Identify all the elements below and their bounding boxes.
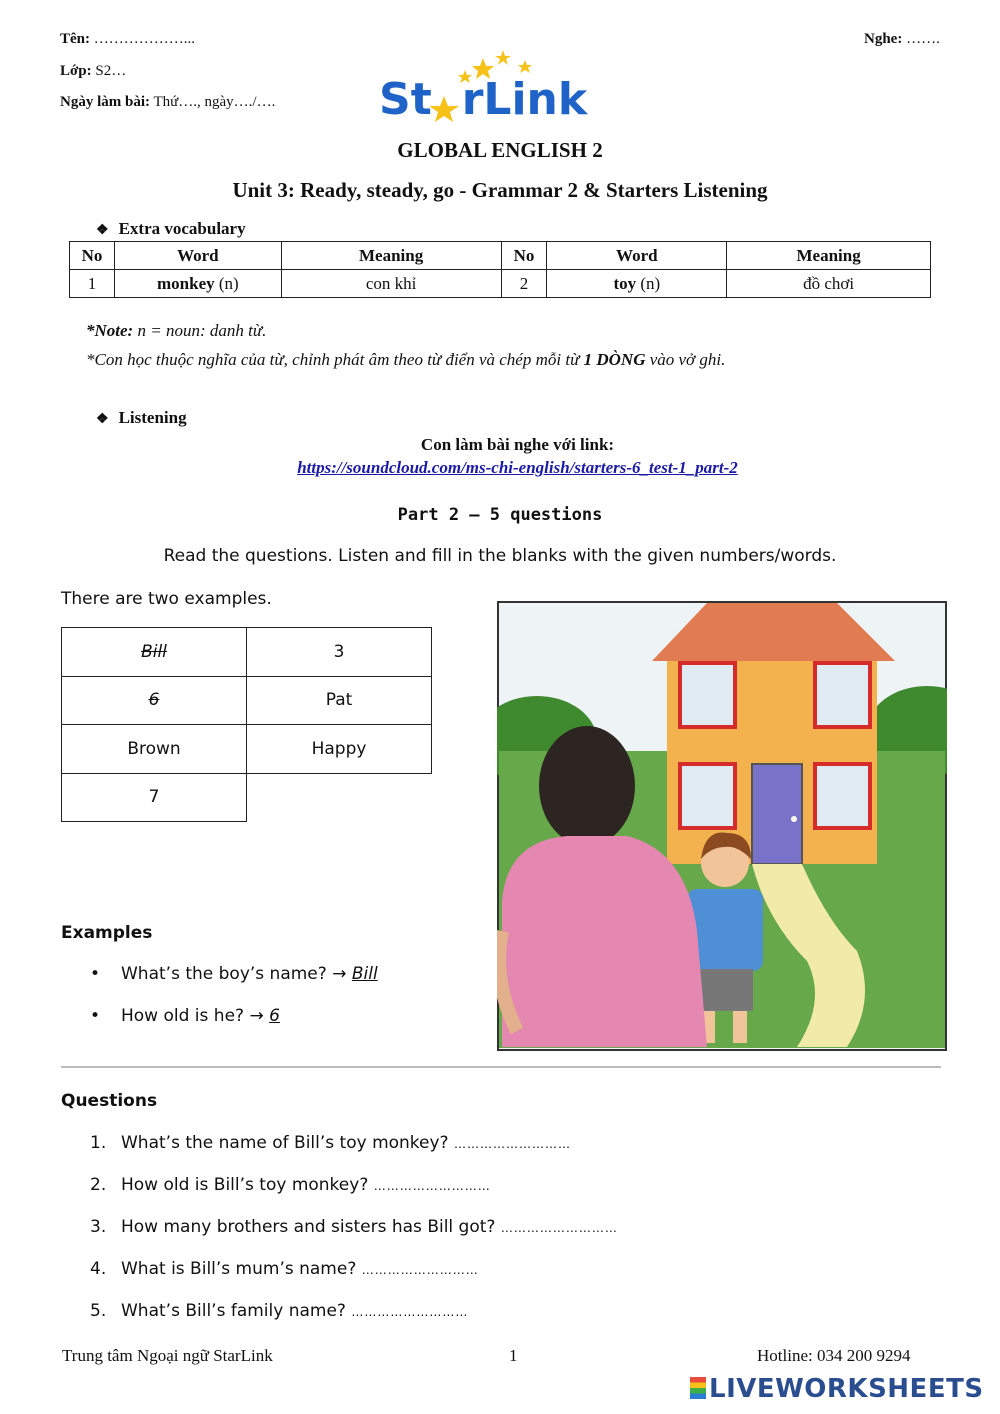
name-field (60, 31, 195, 48)
examples-note: There are two examples. (61, 589, 272, 609)
example-word: Bill (141, 641, 167, 662)
listening-instruction: Con làm bài nghe với link: (420, 435, 615, 454)
vocab-header-row (70, 242, 931, 270)
word-box-cell: Happy (247, 725, 432, 774)
listening-heading-text: Listening (118, 408, 187, 427)
question-number: 4. (90, 1259, 107, 1279)
vocab-table (69, 241, 931, 298)
vocab-word-text: toy (613, 273, 637, 293)
liveworksheets-logo (690, 1374, 984, 1404)
question-text: How old is Bill’s toy monkey? (121, 1175, 369, 1195)
page-number: 1 (509, 1346, 518, 1365)
col-header: Word (114, 242, 281, 270)
vocab-no: 1 (70, 270, 115, 298)
example-item (90, 964, 378, 984)
bullet-icon: • (90, 1006, 101, 1026)
example-question: What’s the boy’s name? → (121, 964, 352, 984)
footer-center-name: Trung tâm Ngoại ngữ StarLink (62, 1346, 273, 1365)
date-field (60, 94, 275, 111)
note-label: *Note: (86, 321, 134, 340)
vocab-heading (96, 219, 246, 239)
answer-blank[interactable]: ……………………… (351, 1305, 469, 1319)
question-text: What’s the name of Bill’s toy monkey? (121, 1133, 449, 1153)
question-item (90, 1301, 468, 1321)
word-box-cell (62, 628, 247, 677)
question-item (90, 1133, 571, 1153)
answer-blank[interactable]: ……………………… (361, 1263, 479, 1277)
answer-blank[interactable]: ……………………… (454, 1137, 571, 1151)
question-text: What is Bill’s mum’s name? (121, 1259, 357, 1279)
vocab-pos: (n) (640, 273, 661, 293)
word-box-cell: Pat (247, 676, 432, 725)
question-item (90, 1175, 491, 1195)
class-field (60, 63, 126, 80)
col-header: Word (547, 242, 727, 270)
example-item (90, 1006, 280, 1026)
question-number: 3. (90, 1217, 107, 1237)
unit-title: Unit 3: Ready, steady, go - Grammar 2 & Starters Listening (232, 178, 768, 202)
question-text: What’s Bill’s family name? (121, 1301, 346, 1321)
word-box-row (62, 628, 432, 677)
note-emphasis: 1 DÒNG (583, 350, 646, 369)
examples-label: Examples (61, 923, 153, 943)
part-instruction: Read the questions. Listen and fill in the blanks with the given numbers/words. (163, 546, 837, 566)
col-header: Meaning (281, 242, 501, 270)
vocab-word-text: monkey (157, 273, 215, 293)
listen-score-field (864, 31, 940, 48)
soundcloud-link[interactable]: https://soundcloud.com/ms-chi-english/starters-6_test-1_part-2 (297, 458, 738, 477)
starlink-logo (375, 48, 625, 128)
course-title: GLOBAL ENGLISH 2 (397, 138, 603, 162)
word-box-cell (62, 676, 247, 725)
liveworksheets-icon (690, 1377, 706, 1399)
question-item (90, 1259, 479, 1279)
question-text: How many brothers and sisters has Bill got? (121, 1217, 496, 1237)
question-item (90, 1217, 618, 1237)
vocab-heading-text: Extra vocabulary (118, 219, 246, 238)
col-header: Meaning (727, 242, 931, 270)
word-box-row (62, 725, 432, 774)
example-answer: 6 (269, 1006, 280, 1026)
part-title: Part 2 – 5 questions (397, 505, 603, 525)
word-box-cell: 7 (62, 773, 247, 822)
word-box-cell: Brown (62, 725, 247, 774)
vocab-pos: (n) (218, 273, 239, 293)
vocab-no: 2 (501, 270, 547, 298)
word-box-row (62, 676, 432, 725)
question-number: 5. (90, 1301, 107, 1321)
col-header: No (501, 242, 547, 270)
liveworksheets-text: LIVEWORKSHEETS (709, 1374, 984, 1404)
note-line-1 (86, 321, 266, 341)
date-label: Ngày làm bài: (60, 94, 150, 110)
example-answer: Bill (351, 964, 378, 984)
name-value: ………………... (93, 31, 195, 47)
word-box (61, 627, 432, 822)
listen-label: Nghe: (864, 31, 903, 47)
question-number: 1. (90, 1133, 107, 1153)
listening-link-wrap (0, 458, 1000, 478)
answer-blank[interactable]: ……………………… (373, 1179, 491, 1193)
section-divider (61, 1066, 941, 1068)
date-value: Thứ…., ngày…./…. (153, 94, 276, 110)
col-header: No (70, 242, 115, 270)
listening-heading (96, 408, 187, 428)
class-label: Lớp: (60, 63, 92, 79)
diamond-bullet-icon: ❖ (96, 223, 109, 238)
illustration-mother-and-boy (497, 601, 947, 1051)
class-value: S2… (95, 63, 127, 79)
note-text: vào vở ghi. (645, 350, 726, 369)
example-question: How old is he? → (121, 1006, 270, 1026)
vocab-row (70, 270, 931, 298)
answer-blank[interactable]: ……………………… (500, 1221, 618, 1235)
footer-hotline: Hotline: 034 200 9294 (757, 1346, 911, 1365)
bullet-icon: • (90, 964, 101, 984)
note-text: *Con học thuộc nghĩa của từ, chỉnh phát âm theo từ điển và chép mỗi từ (86, 350, 584, 369)
question-number: 2. (90, 1175, 107, 1195)
diamond-bullet-icon: ❖ (96, 412, 109, 427)
example-word: 6 (148, 690, 160, 711)
note-line-2 (86, 350, 725, 370)
note-text: n = noun: danh từ. (133, 321, 267, 340)
vocab-meaning: đồ chơi (727, 270, 931, 298)
word-box-cell: 3 (247, 628, 432, 677)
vocab-word (547, 270, 727, 298)
logo-text: St rLink (379, 74, 588, 125)
vocab-word (114, 270, 281, 298)
name-label: Tên: (60, 31, 90, 47)
questions-label: Questions (61, 1091, 158, 1111)
vocab-meaning: con khỉ (281, 270, 501, 298)
word-box-empty (247, 773, 432, 822)
word-box-row (62, 773, 432, 822)
listen-value: ……. (906, 31, 940, 47)
